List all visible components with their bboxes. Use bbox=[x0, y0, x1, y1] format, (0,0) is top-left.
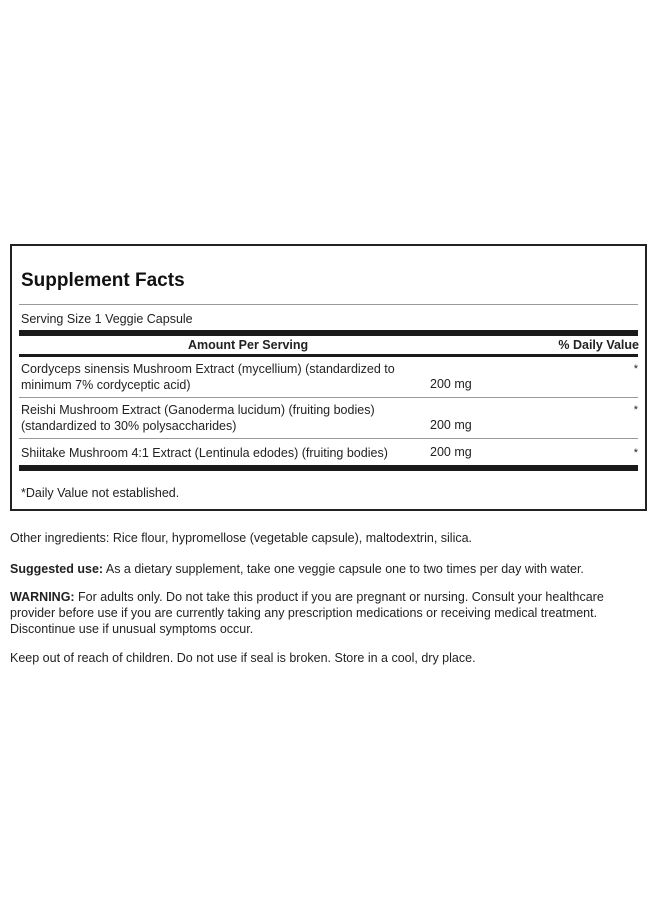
ingredient-name: Shiitake Mushroom 4:1 Extract (Lentinula edodes) (fruiting bodies) bbox=[21, 446, 388, 460]
ingredient-amount: 200 mg bbox=[430, 377, 472, 391]
warning bbox=[10, 589, 650, 637]
storage-instructions: Keep out of reach of children. Do not use if seal is broken. Store in a cool, dry place. bbox=[10, 651, 476, 665]
header-divider bbox=[19, 354, 638, 357]
suggested-use-text: As a dietary supplement, take one veggie capsule one to two times per day with water. bbox=[103, 562, 584, 576]
table-bottom-divider bbox=[19, 465, 638, 471]
ingredient-daily-value: * bbox=[633, 363, 638, 375]
ingredient-name: Reishi Mushroom Extract (Ganoderma lucidum) (fruiting bodies) (standardized to 30% polysaccharides) bbox=[21, 403, 375, 433]
daily-value-footnote: *Daily Value not established. bbox=[21, 486, 180, 500]
suggested-use bbox=[10, 561, 650, 577]
supplement-facts-panel bbox=[10, 244, 647, 511]
supplement-facts-title: Supplement Facts bbox=[21, 270, 185, 291]
ingredient-daily-value: * bbox=[633, 447, 638, 459]
daily-value-header: % Daily Value bbox=[558, 338, 639, 352]
amount-per-serving-header: Amount Per Serving bbox=[188, 338, 309, 352]
other-ingredients: Other ingredients: Rice flour, hypromellose (vegetable capsule), maltodextrin, silica. bbox=[10, 531, 473, 545]
ingredient-amount: 200 mg bbox=[430, 445, 472, 459]
row-divider bbox=[19, 397, 638, 398]
ingredient-amount: 200 mg bbox=[430, 418, 472, 432]
serving-divider bbox=[19, 330, 638, 336]
title-divider bbox=[19, 304, 638, 305]
row-divider bbox=[19, 438, 638, 439]
warning-text: For adults only. Do not take this product if you are pregnant or nursing. Consult your healthcare provider before use if you are currently taking any prescription medications or receiving medical treatment. Discontinue use if unusual symptoms occur. bbox=[10, 590, 604, 636]
warning-label: WARNING: bbox=[10, 590, 75, 604]
ingredient-daily-value: * bbox=[633, 404, 638, 416]
ingredient-name: Cordyceps sinensis Mushroom Extract (mycellium) (standardized to minimum 7% cordyceptic acid) bbox=[21, 362, 395, 392]
suggested-use-label: Suggested use: bbox=[10, 562, 104, 576]
serving-size: Serving Size 1 Veggie Capsule bbox=[21, 312, 193, 326]
